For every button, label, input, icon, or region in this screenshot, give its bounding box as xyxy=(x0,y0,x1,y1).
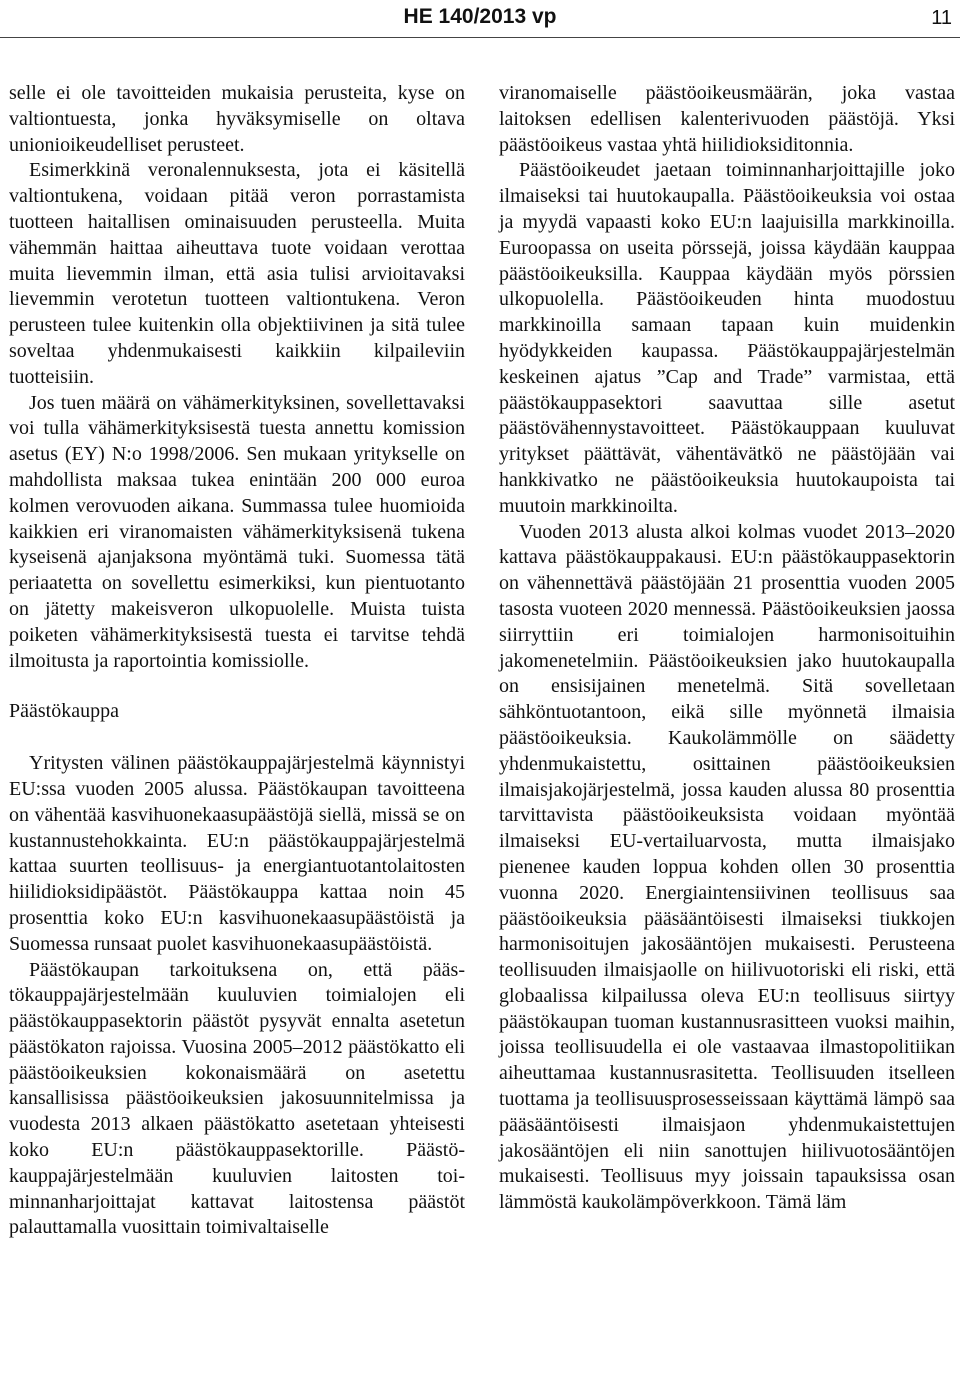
paragraph-trading-period: Vuoden 2013 alusta alkoi kolmas vuodet 2013–2020 kattava päästökauppakausi. EU:n päästökauppasektorin on vähennettävä päästöjään 21 prosenttia vuoden 2005 tasosta vuoteen 2020 mennessä. Päästöoikeuksien jaossa siirryttiin eri toimialojen harmonisoituihin jakomenetelmiin. Päästöoikeuksien jako huutokaupalla on ensisijainen menetelmä. Sitä sovelletaan sähköntuotantoon, eikä sille myönnetä ilmaisia päästöoikeuksia. Kaukolämmölle on säädetty yhdenmukaistettu, osittainen päästöoikeuksien ilmaisjakojärjestelmä, jossa kauden alussa 80 prosenttia tarvittavista päästöoikeuksista voidaan myöntää ilmaiseksi EU-vertailuarvosta, mutta ilmaisjako pienenee kauden loppua kohden ollen 30 prosenttia vuonna 2020. Energiaintensiivinen teollisuus saa päästöoikeuksia pääsääntöisesti ilmaiseksi tiukkojen harmonisoitujen jakosääntöjen mukaisesti. Perusteena teollisuuden ilmaisjaolle on hiilivuotoriski eli riski, että globaalissa kilpailussa oleva EU:n teollisuus siirtyy päästökaupan tuoman kustannusrasitteen vuoksi maihin, joissa teollisuudella ei ole vastaavaa ilmastopolitiikan aiheuttamaa kustannusrasitetta. Teollisuuden itselleen tuottama ja teollisuusprosesseissaan käyttämä lämpö saa pääsääntöisesti ilmaisjaon yhdenmukaistettujen jakosääntöjen eli niin sanottujen hiilivuotosääntöjen mukaisesti. Teollisuus myy joissain tapauksissa osan lämmöstä kaukolämpöverkkoon. Tämä läm xyxy=(499,520,955,1214)
paragraph-tax-reduction: Esimerkkinä veronalennuksesta, jota ei käsitellä valtiontukena, voidaan pitää veron porrastamista tuotteen haitallisen ominaisuuden perusteella. Muita vähemmän haittaa aiheuttava tuote voidaan verottaa muita lievemmin ilman, että asia tulisi arvioitavaksi lievemmin verotetun tuotteen valtiontukena. Veron perusteen tulee kuitenkin olla objektiivinen ja sitä tulee soveltaa yhdenmukaisesti kaikkiin kilpaileviin tuotteisiin. xyxy=(9,159,465,388)
left-column xyxy=(9,81,465,1241)
header-divider xyxy=(0,37,960,38)
document-id: HE 140/2013 vp xyxy=(403,5,557,28)
page-header xyxy=(0,0,960,38)
right-column xyxy=(499,81,955,1216)
paragraph-continuation: selle ei ole tavoitteiden mukaisia perusteita, kyse on valtiontuesta, jonka hyväksymiselle on oltava unionioikeudelliset perusteet. xyxy=(9,82,465,156)
paragraph-de-minimis: Jos tuen määrä on vähämerkityksinen, sovellettavaksi voi tulla vähämerkityksisestä tuesta annettu komission asetus (EY) N:o 1998/2006. Sen mukaan yritykselle on mahdollista maksaa tukea enintään 200 000 euroa kolmen verovuoden aikana. Summassa tulee huomioida kaikkien eri viranomaisten vähämerkityksisenä tukena kyseisenä ajanjaksona myöntämä tuki. Suomessa tätä periaatetta on sovellettu esimerkiksi, kun pientuotanto on jätetty makeisveron ulkopuolelle. Muista tuista poiketen vähämerkityksisestä tuesta ei tarvitse tehdä ilmoitusta ja raportointia komissiolle. xyxy=(9,391,465,672)
section-heading: Päästökauppa xyxy=(9,700,119,723)
paragraph-emissions-cap: Päästökaupan tarkoituksena on, että päästökauppajärjestelmään kuuluvien toimialojen eli päästökauppasektorin päästöt pysyvät ennalta asetetun päästökaton rajoissa. Vuosina 2005–2012 päästökatto eli päästöoikeuksien kokonaismäärä on asetettu kansallisissa päästöoikeuksien jakosuunnitelmissa ja vuodesta 2013 alkaen päästökatto asetetaan yhteisesti koko EU:n päästökauppasektorille. Päästökauppajärjestelmään kuuluvien laitosten toiminnanharjoittajat kattavat laitostensa päästöt palauttamalla vuosittain toimivaltaiselle xyxy=(9,958,465,1239)
paragraph-allowance-allocation: Päästöoikeudet jaetaan toiminnanharjoittajille joko ilmaiseksi tai huutokaupalla. Päästöoikeuksia voi ostaa ja myydä vapaasti koko EU:n laajuisilla markkinoilla. Euroopassa on useita pörssejä, joissa käydään kauppaa päästöoikeuksilla. Kauppaa käydään myös pörssien ulkopuolella. Päästöoikeuden hinta muodostuu markkinoilla samaan tapaan kuin muidenkin hyödykkeiden kaupassa. Päästökauppajärjestelmän keskeinen ajatus ”Cap and Trade” varmistaa, että päästökauppasektori saavuttaa sille asetut päästövähennystavoitteet. Päästökauppaan kuuluvat yritykset päättävät, vähentävätkö ne päästöjään vai hankkivatko ne päästöoikeuksia huutokaupoista tai muutoin markkinoilta. xyxy=(499,159,955,517)
page-number: 11 xyxy=(931,7,952,29)
paragraph-continuation-right: viranomaiselle päästöoikeusmäärän, joka vastaa laitoksen edellisen kalenterivuoden päästöjä. Yksi päästöoikeus vastaa yhtä hiilidioksiditonnia. xyxy=(499,82,955,156)
paragraph-emissions-trading-intro: Yritysten välinen päästökauppajärjestelmä käynnistyi EU:ssa vuoden 2005 alussa. Päästökaupan tavoitteena on vähentää kasvihuonekaasupäästöjä siellä, missä se on kustannustehokkainta. EU:n päästökauppajärjestelmä kattaa suurten teollisuus- ja energiantuotantolaitosten hiilidioksidipäästöt. Päästökauppa kattaa noin 45 prosenttia koko EU:n kasvihuonekaasupäästöistä ja Suomessa runsaat puolet kasvihuonekaasupäästöistä. xyxy=(9,752,465,955)
